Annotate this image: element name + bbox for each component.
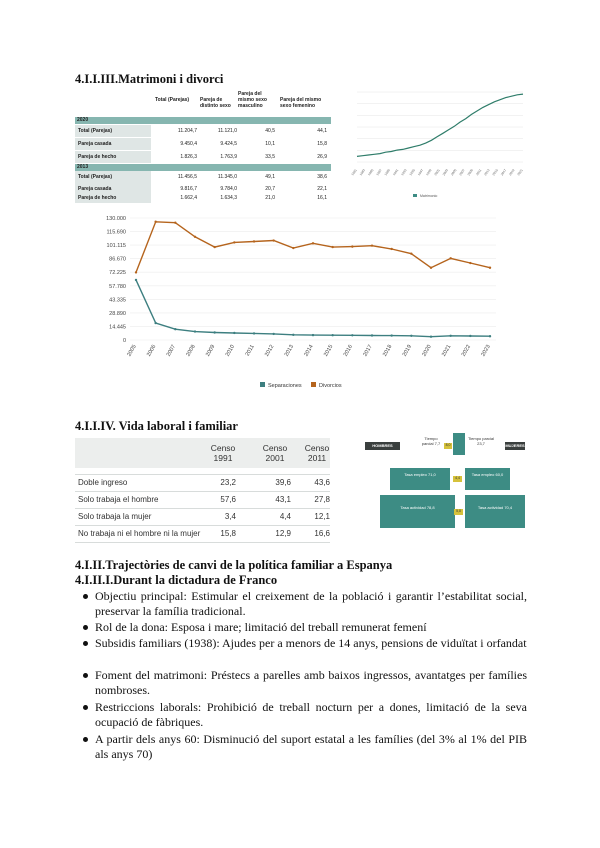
cell: 16,1	[317, 195, 327, 201]
big-chart-x-ticks	[126, 344, 491, 358]
marriage-trend-chart	[347, 86, 527, 204]
table-row	[75, 193, 331, 203]
point-divorcios	[233, 241, 235, 243]
cell: 20,7	[265, 186, 275, 192]
point-divorcios	[469, 262, 471, 264]
point-separaciones	[253, 332, 255, 334]
year-band: 2020	[75, 117, 331, 124]
x-tick-label: 2023	[480, 344, 492, 358]
point-divorcios	[135, 271, 137, 273]
small-x-tick-label: 1999	[425, 168, 433, 177]
heading-franco: 4.I.II.I.Durant la dictadura de Franco	[75, 573, 278, 587]
cell: 1.763,9	[220, 154, 237, 160]
cell: 11.456,5	[177, 174, 197, 180]
bullet-dot	[83, 705, 88, 710]
cell: 1.826,3	[180, 154, 197, 160]
x-tick-label: 2021	[441, 344, 453, 358]
mid-right-box: Tasa empleo 60,0	[465, 468, 510, 490]
x-tick-label: 2010	[224, 344, 237, 358]
gap-bot: 5,8	[454, 509, 463, 515]
point-divorcios	[194, 236, 196, 238]
small-x-tick-label: 2011	[475, 168, 483, 177]
cell: 15,8	[317, 141, 327, 147]
x-tick-label: 2011	[244, 344, 256, 358]
labor-table-header	[75, 438, 330, 468]
point-separaciones	[469, 335, 471, 337]
big-chart-grid	[130, 218, 496, 340]
col-header: Censo 2011	[304, 443, 330, 463]
bullet-text: Objectiu principal: Estimular el creixement de la població i garantir l’estabilitat social, preservar la família tradicional.	[95, 589, 527, 618]
bullet-item	[95, 620, 527, 635]
x-tick-label: 2019	[401, 344, 414, 358]
cell: 23,2	[220, 478, 236, 487]
point-separaciones	[312, 334, 314, 336]
point-divorcios	[272, 239, 274, 241]
bullet-dot	[83, 641, 88, 646]
marriage-table	[75, 89, 331, 202]
col-header: Censo 2001	[262, 443, 288, 463]
bullet-dot	[83, 737, 88, 742]
point-separaciones	[292, 334, 294, 336]
row-label: Total (Parejas)	[75, 171, 151, 183]
col-header: Pareja de distinto sexo	[200, 97, 231, 109]
table-row	[75, 491, 330, 508]
top-right-box: Tiempo parcial 23,7	[467, 436, 495, 446]
cell: 11.345,0	[217, 174, 237, 180]
x-tick-label: 2017	[362, 344, 374, 358]
big-chart-y-ticks	[106, 216, 126, 344]
small-x-tick-label: 1995	[408, 168, 416, 177]
bullet-text: Subsidis familiars (1938): Ajudes per a menors de 14 anys, pensions de viduïtat i orfandat	[95, 636, 527, 650]
point-separaciones	[371, 334, 373, 336]
gap-top: 8,0	[445, 443, 451, 447]
small-x-tick-label: 2001	[433, 168, 441, 177]
point-divorcios	[292, 247, 294, 249]
point-separaciones	[213, 331, 215, 333]
small-x-tick-label: 1987	[375, 168, 383, 177]
point-divorcios	[213, 246, 215, 248]
cell: 11.204,7	[177, 128, 197, 134]
cell: 26,9	[317, 154, 327, 160]
cell: 12,9	[275, 529, 291, 538]
x-tick-label: 2020	[421, 344, 433, 358]
small-x-tick-label: 2005	[450, 168, 458, 177]
cell: 44,1	[317, 128, 327, 134]
cell: 11.121,0	[217, 128, 237, 134]
cell: 49,1	[265, 174, 275, 180]
small-x-tick-label: 1989	[383, 168, 392, 177]
x-tick-label: 2015	[323, 344, 335, 358]
table-row	[75, 474, 330, 491]
row-label: Solo trabaja la mujer	[78, 512, 152, 521]
cell: 9.816,7	[180, 186, 197, 192]
point-divorcios	[174, 221, 176, 223]
mujeres-label: MUJERES	[505, 443, 525, 448]
row-label: Doble ingreso	[78, 478, 128, 487]
cell: 10,1	[265, 141, 275, 147]
table-row	[75, 138, 331, 150]
year-band: 2013	[75, 164, 331, 171]
table-row	[75, 508, 330, 525]
row-label: No trabaja ni el hombre ni la mujer	[78, 529, 201, 538]
cell: 16,6	[314, 529, 330, 538]
heading-labor: 4.I.I.IV. Vida laboral i familiar	[75, 419, 238, 433]
point-separaciones	[410, 335, 412, 337]
small-x-tick-label: 2015	[491, 168, 499, 177]
small-x-tick-label: 2009	[466, 168, 475, 177]
y-tick-label: 43.335	[109, 297, 126, 304]
table-row	[75, 171, 331, 183]
row-label: Pareja casada	[75, 183, 151, 195]
y-tick-label: 101.115	[106, 243, 126, 250]
heading-marriage: 4.I.I.III.Matrimoni i divorci	[75, 72, 224, 86]
top-left-box: Tiempo parcial 7,7	[421, 436, 441, 446]
small-x-tick-label: 2013	[483, 168, 491, 177]
legend-label-divorcios: Divorcios	[319, 383, 342, 389]
point-separaciones	[194, 330, 196, 332]
bullet-dot	[83, 594, 88, 599]
labor-table	[75, 438, 330, 560]
row-label: Solo trabaja el hombre	[78, 495, 159, 504]
legend-swatch-divorcios	[311, 382, 316, 387]
cell: 33,5	[265, 154, 275, 160]
y-tick-label: 14.445	[109, 324, 126, 331]
point-divorcios	[390, 248, 392, 250]
cell: 9.424,5	[220, 141, 237, 147]
cell: 40,5	[265, 128, 275, 134]
cell: 9.784,0	[220, 186, 237, 192]
small-x-tick-label: 1997	[416, 168, 425, 177]
point-separaciones	[351, 334, 353, 336]
small-x-tick-label: 2019	[508, 168, 516, 177]
y-tick-label: 0	[122, 338, 126, 344]
bot-left-box: Tasa actividad 78,8	[380, 495, 455, 528]
x-tick-label: 2022	[460, 344, 473, 358]
point-separaciones	[233, 332, 235, 334]
point-separaciones	[154, 322, 156, 324]
hombres-label: HOMBRES	[365, 442, 400, 450]
small-x-tick-label: 1985	[367, 168, 375, 177]
point-divorcios	[410, 252, 412, 254]
point-divorcios	[154, 221, 156, 223]
x-tick-label: 2008	[185, 344, 197, 358]
marriage-table-header	[75, 89, 331, 117]
point-separaciones	[331, 334, 333, 336]
col-header: Total (Parejas)	[155, 97, 190, 103]
bot-right-box: Tasa actividad 70,4	[465, 495, 525, 528]
bullet-item	[95, 589, 527, 619]
employment-pyramid	[365, 433, 525, 533]
small-x-tick-label: 1983	[358, 168, 367, 177]
cell: 21,0	[265, 195, 275, 201]
point-divorcios	[371, 244, 373, 246]
mid-left-box: Tasa empleo 71,0	[390, 468, 450, 490]
cell: 39,6	[275, 478, 291, 487]
col-header: Censo 1991	[210, 443, 236, 463]
small-x-tick-label: 2003	[441, 168, 450, 177]
row-label: Pareja de hecho	[75, 193, 151, 203]
cell: 38,6	[317, 174, 327, 180]
cell: 27,8	[314, 495, 330, 504]
series-line-divorcios	[136, 222, 490, 273]
small-x-tick-label: 2021	[516, 168, 524, 177]
point-separaciones	[449, 335, 451, 337]
cell: 9.450,4	[180, 141, 197, 147]
bullet-dot	[83, 673, 88, 678]
y-tick-label: 28.890	[109, 310, 126, 317]
cell: 43,1	[275, 495, 291, 504]
small-x-tick-label: 1981	[350, 168, 358, 177]
point-divorcios	[489, 267, 491, 269]
separations-divorces-chart	[78, 210, 528, 395]
bullet-dot	[83, 625, 88, 630]
bullet-text: A partir dels anys 60: Disminució del suport estatal a les famílies (del 3% al 1% del PIB als anys 70)	[95, 732, 527, 761]
row-label: Pareja de hecho	[75, 151, 151, 163]
small-x-tick-label: 1991	[391, 168, 400, 177]
bullet-item	[95, 668, 527, 698]
point-separaciones	[390, 334, 392, 336]
cell: 22,1	[317, 186, 327, 192]
small-x-tick-label: 2007	[458, 168, 466, 177]
heading-trajectories: 4.I.II.Trajectòries de canvi de la política familiar a Espanya	[75, 558, 393, 572]
small-x-tick-label: 1993	[400, 168, 408, 177]
cell: 12,1	[314, 512, 330, 521]
small-legend-label: Matrimonio	[420, 194, 438, 198]
bullet-text: Foment del matrimoni: Préstecs a parelles amb baixos ingressos, avantatges per famílies nombroses.	[95, 668, 527, 697]
series-line-separaciones	[136, 280, 490, 337]
bullet-item	[95, 732, 527, 762]
point-divorcios	[351, 245, 353, 247]
point-separaciones	[174, 328, 176, 330]
x-tick-label: 2005	[126, 344, 138, 358]
x-tick-label: 2013	[283, 344, 296, 358]
legend-swatch-separaciones	[260, 382, 265, 387]
y-tick-label: 57.780	[109, 283, 126, 290]
y-tick-label: 86.670	[109, 256, 126, 263]
bullet-text: Rol de la dona: Esposa i mare; limitació del treball remunerat femení	[95, 620, 427, 634]
small-chart-grid	[357, 92, 523, 162]
top-center-bar	[453, 433, 465, 455]
cell: 3,4	[224, 512, 236, 521]
small-legend-swatch	[413, 194, 417, 197]
bullet-item	[95, 636, 527, 651]
point-divorcios	[430, 267, 432, 269]
cell: 1.634,3	[220, 195, 237, 201]
point-divorcios	[331, 246, 333, 248]
big-chart-legend	[260, 382, 342, 389]
bullet-item	[95, 700, 527, 730]
legend-label-separaciones: Separaciones	[268, 383, 302, 389]
col-header: Pareja del mismo sexo femenino	[280, 97, 322, 109]
point-divorcios	[312, 242, 314, 244]
point-separaciones	[272, 333, 274, 335]
x-tick-label: 2006	[146, 344, 158, 358]
small-chart-x-labels	[350, 168, 523, 176]
gap-mid: 4,4	[453, 476, 462, 482]
cell: 1.662,4	[180, 195, 197, 201]
point-divorcios	[449, 257, 451, 259]
big-chart-series	[135, 221, 491, 338]
y-tick-label: 115.690	[106, 229, 126, 236]
bullet-text: Restriccions laborals: Prohibició de treball nocturn per a dones, limitació de la seva ocupació de fàbriques.	[95, 700, 527, 729]
cell: 4,4	[279, 512, 291, 521]
row-label: Total (Parejas)	[75, 125, 151, 137]
x-tick-label: 2018	[382, 344, 394, 358]
y-tick-label: 72.225	[109, 270, 126, 277]
cell: 15,8	[220, 529, 236, 538]
cell: 57,6	[220, 495, 236, 504]
point-separaciones	[430, 336, 432, 338]
x-tick-label: 2016	[342, 344, 355, 358]
row-label: Pareja casada	[75, 138, 151, 150]
y-tick-label: 130.000	[106, 216, 126, 222]
table-row	[75, 125, 331, 137]
table-row	[75, 525, 330, 543]
x-tick-label: 2009	[205, 344, 217, 358]
small-x-tick-label: 2017	[499, 168, 508, 177]
col-header: Pareja del mismo sexo masculino	[238, 91, 267, 109]
point-separaciones	[489, 335, 491, 337]
x-tick-label: 2014	[303, 344, 315, 358]
x-tick-label: 2007	[165, 344, 178, 358]
x-tick-label: 2012	[264, 344, 276, 358]
cell: 43,6	[314, 478, 330, 487]
table-row	[75, 151, 331, 163]
point-divorcios	[253, 240, 255, 242]
point-separaciones	[135, 279, 137, 281]
